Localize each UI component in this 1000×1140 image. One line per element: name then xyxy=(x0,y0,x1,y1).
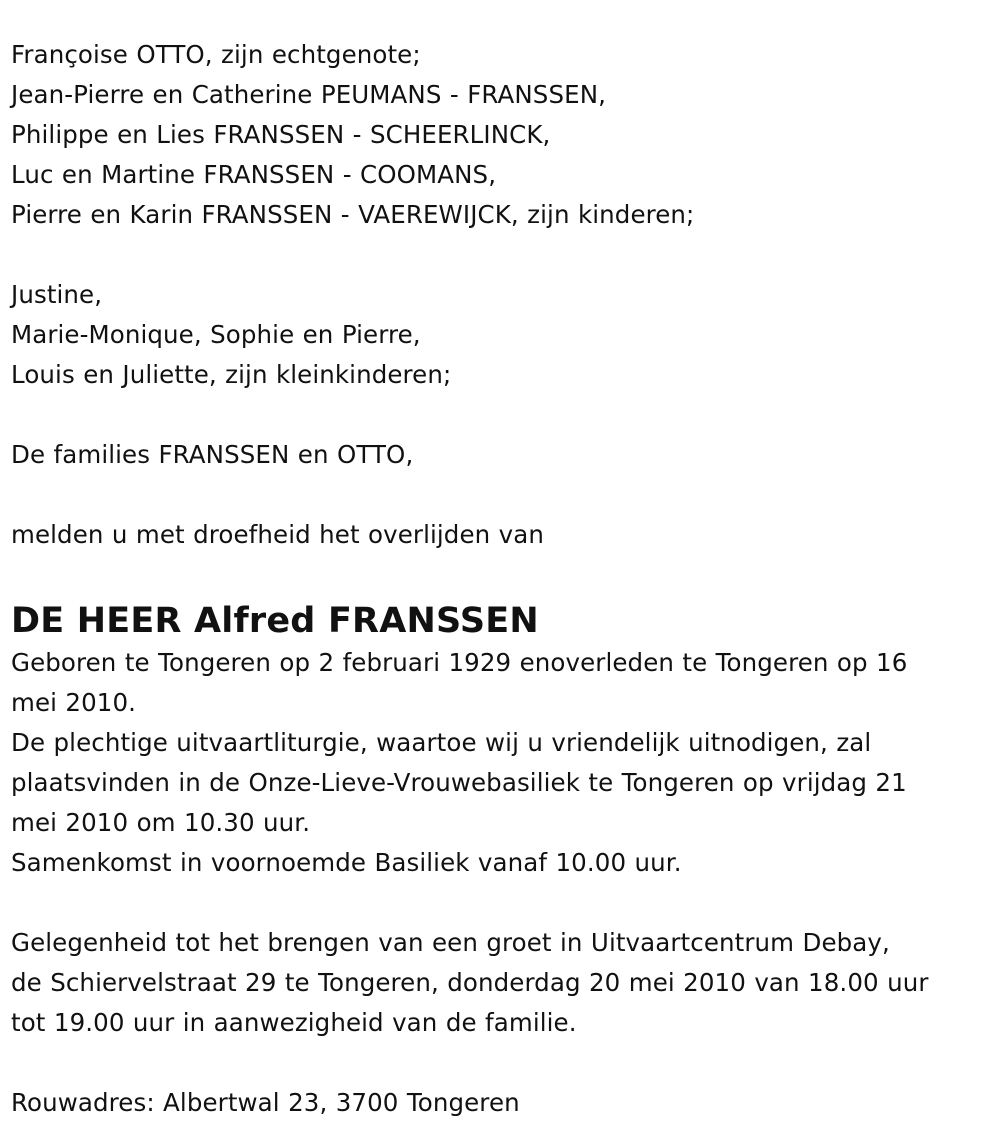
gathering-line: Samenkomst in voornoemde Basiliek vanaf 10.00 uur. xyxy=(11,848,682,877)
grandchildren-line: Justine, xyxy=(11,280,103,309)
paragraph-gap xyxy=(11,883,991,923)
mourning-address-line: Rouwadres: Albertwal 23, 3700 Tongeren xyxy=(11,1088,520,1117)
obituary-notice xyxy=(11,35,991,1123)
paragraph-gap xyxy=(11,555,991,599)
deceased-name-heading: DE HEER Alfred FRANSSEN xyxy=(11,601,539,641)
visitation-line: Gelegenheid tot het brengen van een groet in Uitvaartcentrum Debay, xyxy=(11,928,890,957)
grandchildren-line: Marie-Monique, Sophie en Pierre, xyxy=(11,320,421,349)
announcement-line: melden u met droefheid het overlijden van xyxy=(11,520,544,549)
children-line: Luc en Martine FRANSSEN - COOMANS, xyxy=(11,160,497,189)
children-line: Pierre en Karin FRANSSEN - VAEREWIJCK, zijn kinderen; xyxy=(11,200,695,229)
visitation-line: de Schiervelstraat 29 te Tongeren, donderdag 20 mei 2010 van 18.00 uur xyxy=(11,968,929,997)
children-line: Philippe en Lies FRANSSEN - SCHEERLINCK, xyxy=(11,120,551,149)
paragraph-gap xyxy=(11,395,991,435)
paragraph-gap xyxy=(11,475,991,515)
paragraph-gap xyxy=(11,1043,991,1083)
liturgy-line: mei 2010 om 10.30 uur. xyxy=(11,808,311,837)
paragraph-gap xyxy=(11,235,991,275)
grandchildren-line: Louis en Juliette, zijn kleinkinderen; xyxy=(11,360,452,389)
birth-death-line: Geboren te Tongeren op 2 februari 1929 enoverleden te Tongeren op 16 xyxy=(11,648,908,677)
spouse-line: Françoise OTTO, zijn echtgenote; xyxy=(11,40,421,69)
families-line: De families FRANSSEN en OTTO, xyxy=(11,440,414,469)
birth-death-line: mei 2010. xyxy=(11,688,137,717)
visitation-line: tot 19.00 uur in aanwezigheid van de familie. xyxy=(11,1008,577,1037)
liturgy-line: De plechtige uitvaartliturgie, waartoe wij u vriendelijk uitnodigen, zal xyxy=(11,728,872,757)
children-line: Jean-Pierre en Catherine PEUMANS - FRANSSEN, xyxy=(11,80,607,109)
liturgy-line: plaatsvinden in de Onze-Lieve-Vrouwebasiliek te Tongeren op vrijdag 21 xyxy=(11,768,907,797)
